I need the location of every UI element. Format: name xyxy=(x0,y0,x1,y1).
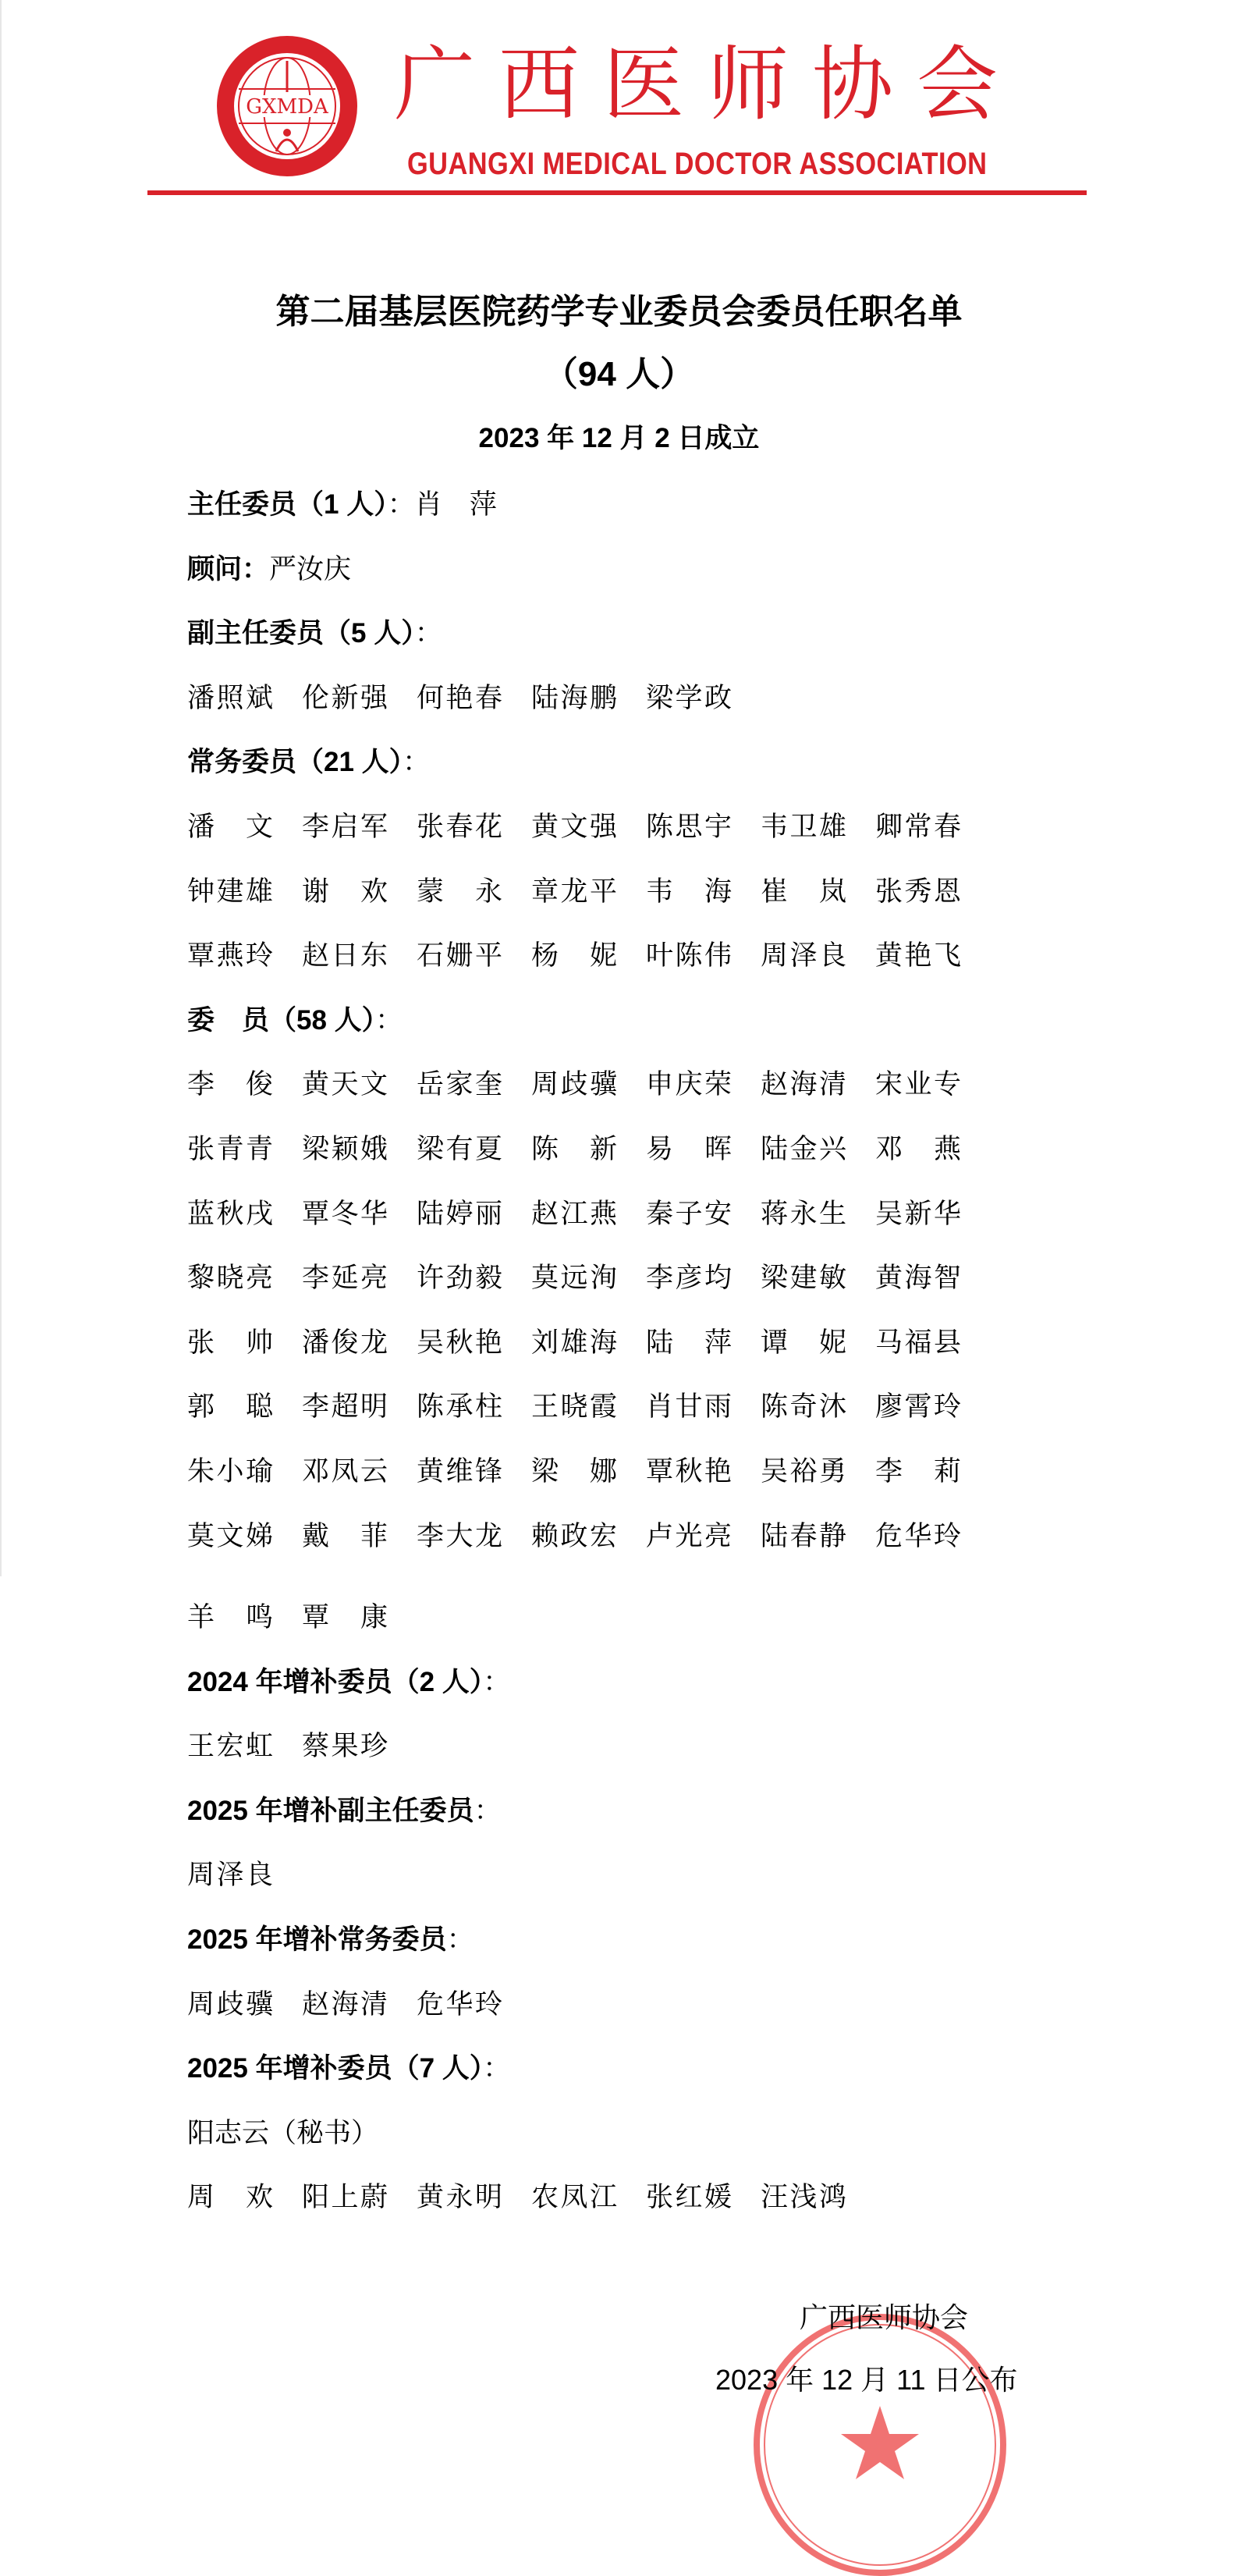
member-name: 陆春静 xyxy=(761,1520,846,1551)
member-name: 崔岚 xyxy=(761,876,846,907)
member-name: 吴秋艳 xyxy=(417,1327,502,1358)
member-name: 陆海鹏 xyxy=(531,682,617,713)
member-name: 莫远洵 xyxy=(531,1263,617,1294)
member-name: 黄永明 xyxy=(417,2182,502,2213)
member-name: 赵海清 xyxy=(761,1069,846,1100)
member-name: 覃秋艳 xyxy=(646,1455,732,1487)
member-row xyxy=(187,1586,1123,1650)
member-name: 郭聪 xyxy=(187,1391,273,1423)
section-label: 委 员（58 人） xyxy=(187,1004,376,1036)
member-name: 张春花 xyxy=(417,811,502,842)
member-name: 周泽良 xyxy=(187,1860,273,1891)
section-heading xyxy=(187,2037,1123,2102)
member-name: 申庆荣 xyxy=(646,1069,732,1100)
member-name: 黎晓亮 xyxy=(187,1263,273,1294)
member-name: 蔡果珍 xyxy=(302,1731,388,1762)
member-name: 阳上蔚 xyxy=(302,2182,388,2213)
member-row xyxy=(187,1117,1123,1182)
member-name: 陈思宇 xyxy=(646,811,732,842)
member-name: 张红媛 xyxy=(646,2182,732,2213)
member-name: 李彦均 xyxy=(646,1263,732,1294)
member-name: 邓凤云 xyxy=(302,1455,388,1487)
member-row xyxy=(187,1973,1123,2038)
section-label: 顾问： xyxy=(187,553,270,584)
member-name: 宋业专 xyxy=(875,1069,961,1100)
signature-date: 2023 年 12 月 11 日公布 xyxy=(715,2364,1018,2396)
section-heading xyxy=(187,1650,1123,1715)
member-name: 陈新 xyxy=(531,1133,617,1164)
member-name: 李俊 xyxy=(187,1069,273,1100)
member-list xyxy=(187,473,1123,2230)
member-name: 刘雄海 xyxy=(531,1327,617,1358)
member-name: 吴裕勇 xyxy=(761,1455,846,1487)
member-name: 赵海清 xyxy=(302,1988,388,2020)
member-name: 王宏虹 xyxy=(187,1731,273,1762)
established-date: 2023 年 12 月 2 日成立 xyxy=(478,423,760,453)
section-label: 2025 年增补委员（7 人） xyxy=(187,2053,484,2084)
member-name: 蓝秋戌 xyxy=(187,1198,273,1229)
section-heading xyxy=(187,473,1123,538)
org-name-cn: 广西医师协会 xyxy=(394,37,1022,131)
section-heading xyxy=(187,602,1123,666)
member-row xyxy=(187,2102,1123,2166)
section-colon: ： xyxy=(474,1795,502,1826)
member-row xyxy=(187,860,1123,925)
member-name: 肖甘雨 xyxy=(646,1391,732,1423)
member-row xyxy=(187,924,1123,989)
member-name: 农凤江 xyxy=(531,2182,617,2213)
member-name: 李超明 xyxy=(302,1391,388,1423)
member-name: 潘照斌 xyxy=(187,682,273,713)
member-name: 严汝庆 xyxy=(269,553,352,584)
member-name: 覃冬华 xyxy=(302,1198,388,1229)
section-label: 常务委员（21 人） xyxy=(187,747,403,778)
member-name: 周欢 xyxy=(187,2182,273,2213)
member-name: 秦子安 xyxy=(646,1198,732,1229)
member-name: 陈承柱 xyxy=(417,1391,502,1423)
member-name: 黄文强 xyxy=(531,811,617,842)
member-name: 张青青 xyxy=(187,1133,273,1164)
member-row xyxy=(187,666,1123,731)
member-row xyxy=(187,1440,1123,1505)
member-name: 马福县 xyxy=(875,1327,961,1358)
member-name: 李大龙 xyxy=(417,1520,502,1551)
member-count: （94 人） xyxy=(543,355,695,393)
member-name: 李延亮 xyxy=(302,1263,388,1294)
member-row xyxy=(187,2166,1123,2230)
document-title: 第二届基层医院药学专业委员会委员任职名单 xyxy=(275,293,963,331)
member-name: 叶陈伟 xyxy=(646,940,732,972)
section-heading xyxy=(187,1908,1123,1973)
member-name: 易晖 xyxy=(646,1133,732,1164)
member-name: 韦海 xyxy=(646,876,732,907)
member-name: 邓燕 xyxy=(875,1133,961,1164)
member-name: 梁娜 xyxy=(531,1455,617,1487)
member-name: 戴菲 xyxy=(302,1520,388,1551)
member-name: 陆金兴 xyxy=(761,1133,846,1164)
member-name: 韦卫雄 xyxy=(761,811,846,842)
svg-text:GXMDA: GXMDA xyxy=(246,95,328,119)
member-name: 周歧骥 xyxy=(531,1069,617,1100)
member-name: 廖霄玲 xyxy=(875,1391,961,1423)
member-name: 危华玲 xyxy=(417,1988,502,2020)
section-label: 2025 年增补常务委员 xyxy=(187,1924,447,1956)
member-name: 梁建敏 xyxy=(761,1263,846,1294)
member-name: 陆萍 xyxy=(646,1327,732,1358)
member-row xyxy=(187,1053,1123,1117)
member-name: 李莉 xyxy=(875,1455,961,1487)
member-name: 章龙平 xyxy=(531,876,617,907)
member-name: 周泽良 xyxy=(761,940,846,972)
member-name: 潘俊龙 xyxy=(302,1327,388,1358)
section-colon: ： xyxy=(403,747,431,778)
member-name: 李启军 xyxy=(302,811,388,842)
member-name: 陆婷丽 xyxy=(417,1198,502,1229)
member-row xyxy=(187,1714,1123,1779)
section-colon: ： xyxy=(483,2053,511,2084)
member-row xyxy=(187,1246,1123,1311)
member-name: 肖 萍 xyxy=(414,489,497,520)
member-name: 梁有夏 xyxy=(417,1133,502,1164)
member-name: 石姗平 xyxy=(417,940,502,972)
section-colon: ： xyxy=(446,1924,474,1956)
header-divider xyxy=(147,190,1087,195)
official-seal-icon xyxy=(749,2314,1011,2576)
member-name: 朱小瑜 xyxy=(187,1455,273,1487)
member-name: 赵日东 xyxy=(302,940,388,972)
member-name: 吴新华 xyxy=(875,1198,961,1229)
member-name: 张秀恩 xyxy=(875,876,961,907)
member-name: 黄海智 xyxy=(875,1263,961,1294)
member-name: 谢欢 xyxy=(302,876,388,907)
section-heading xyxy=(187,730,1123,795)
member-name: 卿常春 xyxy=(875,811,961,842)
section-label: 2025 年增补副主任委员 xyxy=(187,1795,474,1826)
member-name: 赵江燕 xyxy=(531,1198,617,1229)
member-name: 黄维锋 xyxy=(417,1455,502,1487)
org-name-en: GUANGXI MEDICAL DOCTOR ASSOCIATION xyxy=(407,147,988,181)
member-name: 何艳春 xyxy=(417,682,502,713)
section-colon: ： xyxy=(483,1666,511,1697)
member-name: 危华玲 xyxy=(875,1520,961,1551)
section-heading xyxy=(187,1779,1123,1844)
member-row xyxy=(187,795,1123,860)
member-row xyxy=(187,1843,1123,1908)
member-name: 赖政宏 xyxy=(531,1520,617,1551)
member-name: 梁学政 xyxy=(646,682,732,713)
member-name: 汪浅鸿 xyxy=(761,2182,846,2213)
section-label: 副主任委员（5 人） xyxy=(187,618,415,649)
member-name: 周歧骥 xyxy=(187,1988,273,2020)
member-row xyxy=(187,1505,1123,1569)
member-name: 岳家奎 xyxy=(417,1069,502,1100)
member-name: 覃康 xyxy=(302,1602,388,1633)
member-name: 王晓霞 xyxy=(531,1391,617,1423)
member-name: 杨妮 xyxy=(531,940,617,972)
section-colon: ： xyxy=(387,489,415,520)
member-name: 卢光亮 xyxy=(646,1520,732,1551)
member-name: 钟建雄 xyxy=(187,876,273,907)
member-row xyxy=(187,1182,1123,1247)
section-heading xyxy=(187,989,1123,1053)
member-name: 潘文 xyxy=(187,811,273,842)
page-edge xyxy=(0,0,2,1576)
member-name: 谭妮 xyxy=(761,1327,846,1358)
member-row xyxy=(187,1375,1123,1440)
section-label: 2024 年增补委员（2 人） xyxy=(187,1666,484,1697)
member-name: 陈奇沐 xyxy=(761,1391,846,1423)
member-name: 黄天文 xyxy=(302,1069,388,1100)
member-name: 黄艳飞 xyxy=(875,940,961,972)
member-name: 羊鸣 xyxy=(187,1602,273,1633)
section-colon: ： xyxy=(375,1004,403,1036)
section-heading xyxy=(187,538,1123,602)
member-name: 许劲毅 xyxy=(417,1263,502,1294)
member-name: 蒋永生 xyxy=(761,1198,846,1229)
member-name: 阳志云（秘书） xyxy=(187,2117,379,2148)
member-name: 蒙永 xyxy=(417,876,502,907)
member-name: 伦新强 xyxy=(302,682,388,713)
member-name: 梁颖娥 xyxy=(302,1133,388,1164)
member-name: 张帅 xyxy=(187,1327,273,1358)
signature-org: 广西医师协会 xyxy=(800,2301,969,2333)
member-name: 莫文娣 xyxy=(187,1520,273,1551)
section-label: 主任委员（1 人） xyxy=(187,489,388,520)
association-logo-icon xyxy=(215,34,359,178)
section-colon: ： xyxy=(414,618,442,649)
member-row xyxy=(187,1311,1123,1376)
member-name: 覃燕玲 xyxy=(187,940,273,972)
